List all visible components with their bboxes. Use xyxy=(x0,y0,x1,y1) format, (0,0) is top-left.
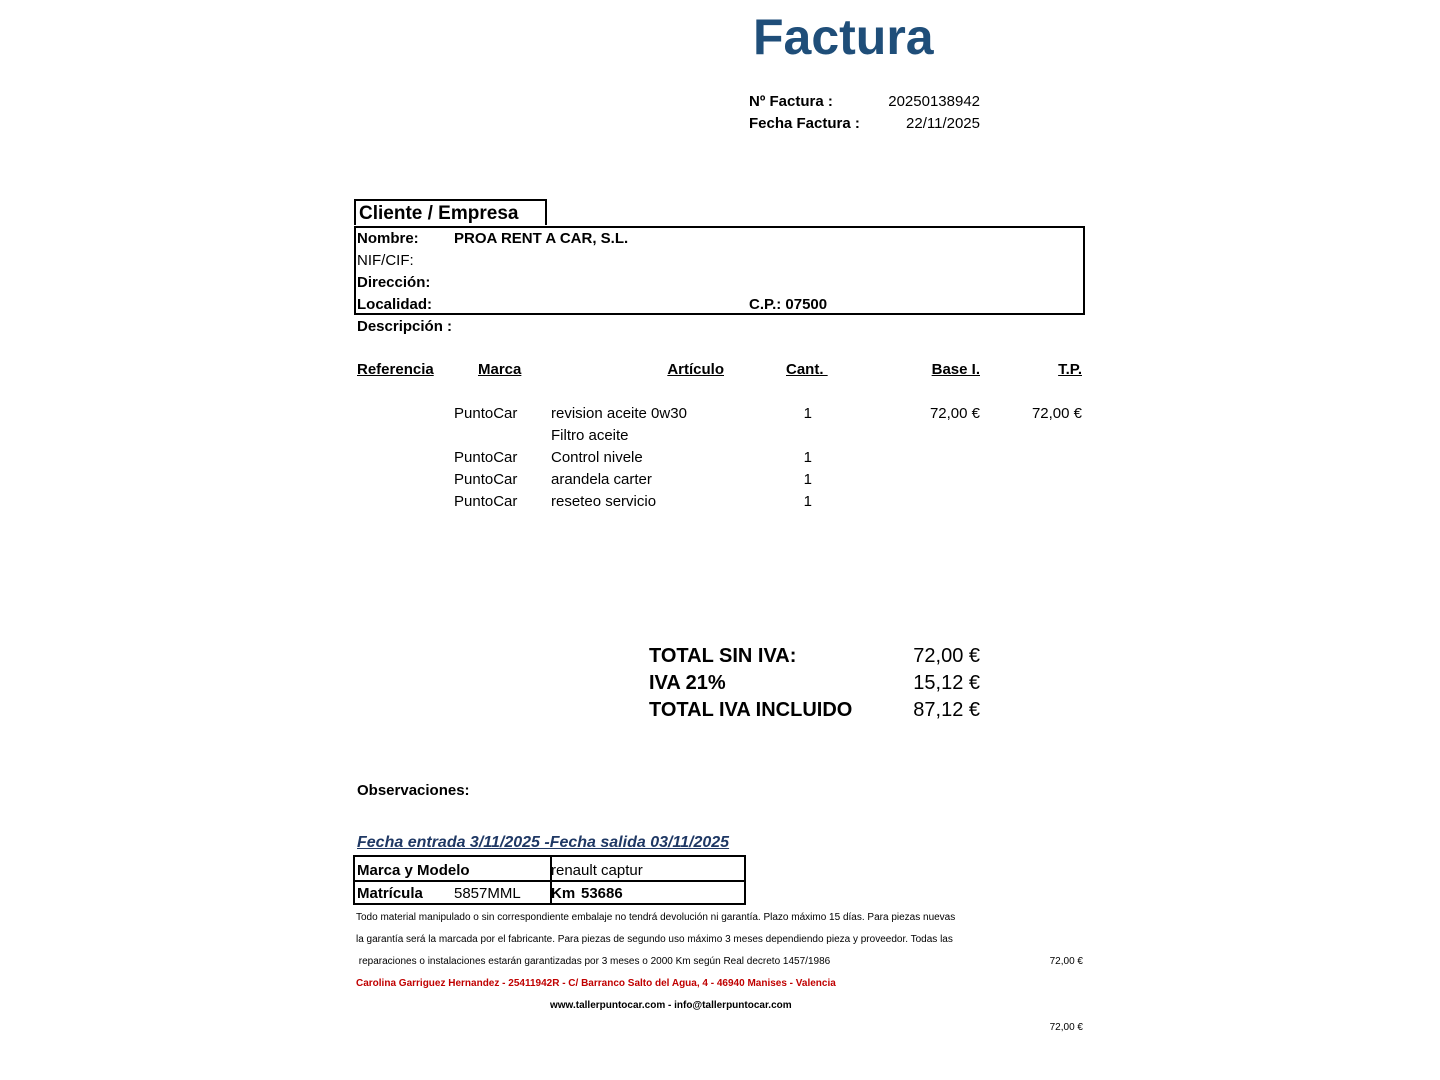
header-total-price: T.P. xyxy=(1058,361,1082,378)
footer-amount: 72,00 € xyxy=(1049,1022,1083,1033)
vehicle-plate-label: Matrícula xyxy=(357,885,423,902)
website-email: www.tallerpuntocar.com - info@tallerpuntocar.com xyxy=(550,1000,792,1011)
entry-exit-dates: Fecha entrada 3/11/2025 -Fecha salida 03/11/2025 xyxy=(357,834,730,851)
header-reference: Referencia xyxy=(357,361,434,378)
vat-label: IVA 21% xyxy=(649,672,726,694)
client-heading: Cliente / Empresa xyxy=(354,199,547,225)
legal-line-2: la garantía será la marcada por el fabricante. Para piezas de segundo uso máximo 3 meses dependiendo pieza y proveedor. Todas las xyxy=(356,934,953,945)
observations-label: Observaciones: xyxy=(357,782,470,799)
legal-side-amount: 72,00 € xyxy=(1049,956,1083,967)
row-article: revision aceite 0w30 xyxy=(551,405,687,422)
row-article: Control nivele xyxy=(551,449,643,466)
row-brand: PuntoCar xyxy=(454,471,518,488)
row-base: 72,00 € xyxy=(929,405,980,422)
total-label: TOTAL IVA INCLUIDO xyxy=(649,699,853,721)
subtotal-value: 72,00 € xyxy=(913,645,980,667)
client-name: PROA RENT A CAR, S.L. xyxy=(454,230,629,247)
invoice-number-label: Nº Factura : xyxy=(749,93,833,110)
row-brand: PuntoCar xyxy=(454,493,518,510)
row-quantity: 1 xyxy=(803,405,812,422)
vehicle-plate: 5857MML xyxy=(454,885,521,902)
description-label: Descripción : xyxy=(357,318,453,335)
invoice-number: 20250138942 xyxy=(888,93,980,110)
row-total-price: 72,00 € xyxy=(1031,405,1082,422)
vehicle-km-label: Km xyxy=(551,885,576,902)
row-brand: PuntoCar xyxy=(454,449,518,466)
total-value: 87,12 € xyxy=(913,699,980,721)
row-article: arandela carter xyxy=(551,471,652,488)
vehicle-model-label: Marca y Modelo xyxy=(357,862,470,879)
legal-line-1: Todo material manipulado o sin correspondiente embalaje no tendrá devolución ni garantía. Plazo máximo 15 días. Para piezas nuevas xyxy=(356,912,956,923)
client-address-label: Dirección: xyxy=(357,274,431,291)
header-base: Base I. xyxy=(931,361,980,378)
client-nif-label: NIF/CIF: xyxy=(357,252,414,269)
header-quantity: Cant. xyxy=(786,361,828,378)
client-locality-label: Localidad: xyxy=(357,296,433,313)
row-quantity: 1 xyxy=(803,449,812,466)
row-article: reseteo servicio xyxy=(551,493,657,510)
header-article: Artículo xyxy=(667,361,724,378)
vat-value: 15,12 € xyxy=(913,672,980,694)
subtotal-label: TOTAL SIN IVA: xyxy=(649,645,797,667)
row-quantity: 1 xyxy=(803,471,812,488)
invoice-date-label: Fecha Factura : xyxy=(749,115,860,132)
header-brand: Marca xyxy=(478,361,522,378)
legal-line-3: reparaciones o instalaciones estarán garantizadas por 3 meses o 2000 Km según Real decreto 1457/1986 xyxy=(356,956,831,967)
invoice-title: Factura xyxy=(753,9,934,65)
invoice-date: 22/11/2025 xyxy=(906,115,980,132)
row-quantity: 1 xyxy=(803,493,812,510)
client-postal-code: C.P.: 07500 xyxy=(749,296,828,313)
vehicle-km: 53686 xyxy=(581,885,623,902)
client-name-label: Nombre: xyxy=(357,230,419,247)
vehicle-model: renault captur xyxy=(551,862,643,879)
company-info: Carolina Garriguez Hernandez - 25411942R - C/ Barranco Salto del Agua, 4 - 46940 Manises - Valencia xyxy=(356,978,836,989)
row-article: Filtro aceite xyxy=(551,427,629,444)
row-brand: PuntoCar xyxy=(454,405,518,422)
